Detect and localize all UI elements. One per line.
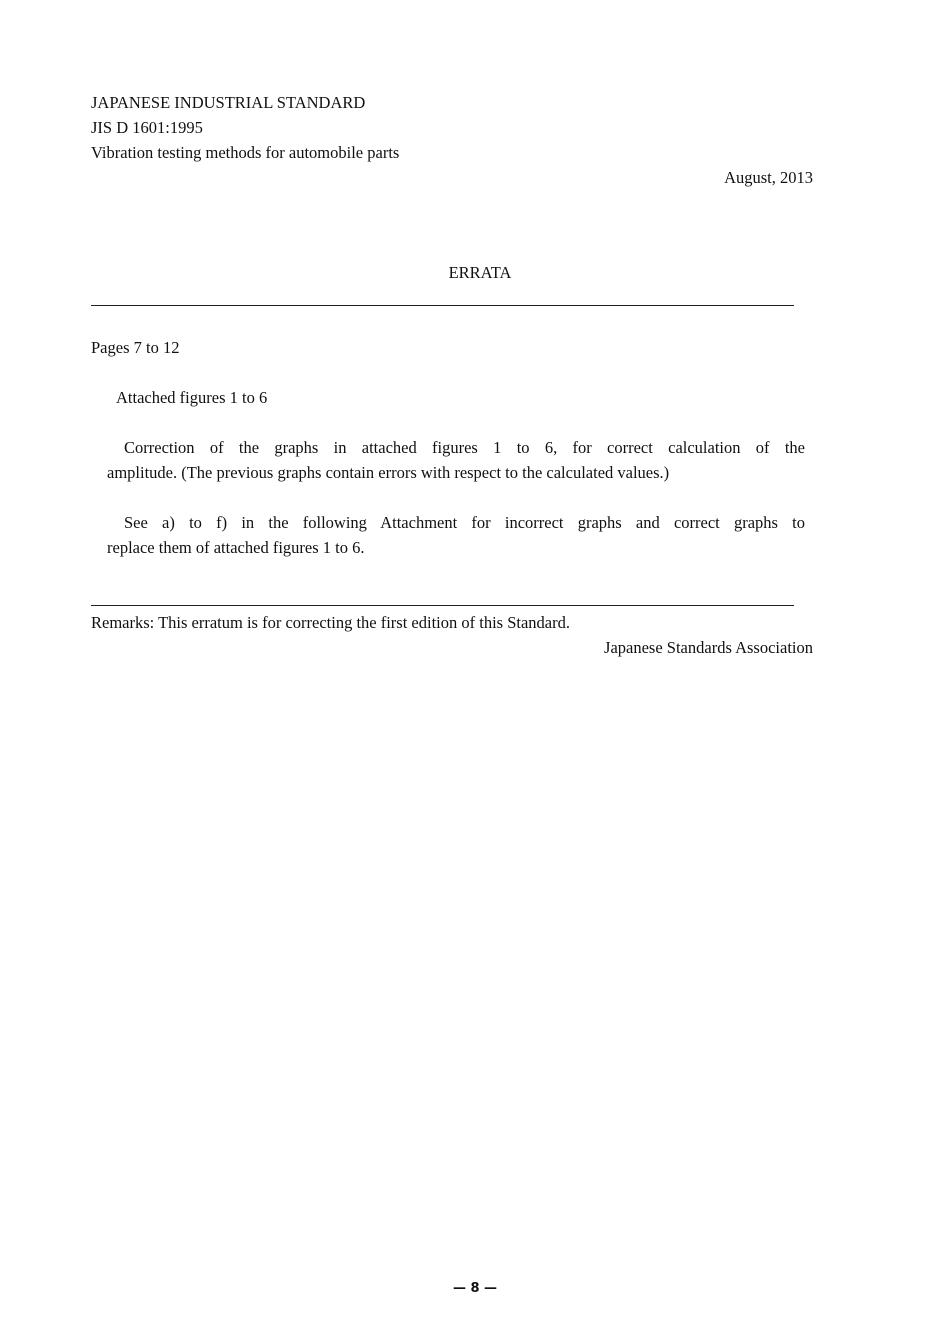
attached-figures-heading: Attached figures 1 to 6 <box>116 388 268 407</box>
correction-paragraph-line-1: Correction of the graphs in attached figures 1 to 6, for correct calculation of the <box>124 438 805 457</box>
attachment-paragraph-line-2: replace them of attached figures 1 to 6. <box>107 538 365 557</box>
correction-paragraph-line-2: amplitude. (The previous graphs contain errors with respect to the calculated values.) <box>107 463 670 482</box>
top-divider <box>91 305 794 306</box>
pages-reference: Pages 7 to 12 <box>91 338 180 357</box>
page-number: — 8 — <box>452 1281 498 1296</box>
header-standard-number: JIS D 1601:1995 <box>91 118 203 137</box>
header-standard-name: JAPANESE INDUSTRIAL STANDARD <box>91 93 366 112</box>
errata-date: August, 2013 <box>724 168 813 187</box>
header-standard-title: Vibration testing methods for automobile parts <box>91 143 400 162</box>
correction-paragraph <box>107 435 805 485</box>
attachment-paragraph <box>107 510 805 560</box>
page-title: ERRATA <box>448 263 512 282</box>
remarks-note: Remarks: This erratum is for correcting the first edition of this Standard. <box>91 613 570 632</box>
issuing-organization: Japanese Standards Association <box>604 638 813 657</box>
bottom-divider <box>91 605 794 606</box>
attachment-paragraph-line-1: See a) to f) in the following Attachment for incorrect graphs and correct graphs to <box>124 513 805 532</box>
